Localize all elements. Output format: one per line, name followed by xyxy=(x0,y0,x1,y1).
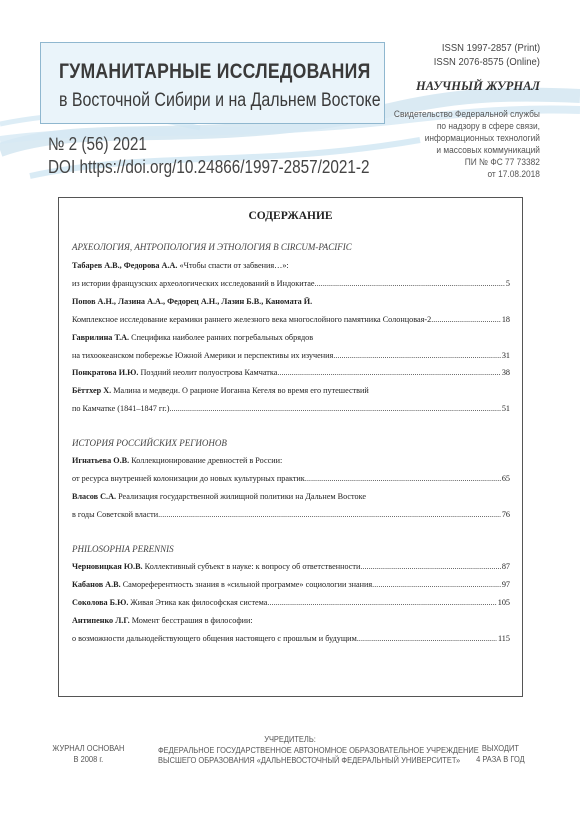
toc-entry[interactable] xyxy=(72,492,510,501)
toc-entry-line[interactable] xyxy=(72,510,510,519)
entry-authors: Гаврилина Т.А. xyxy=(72,333,130,342)
entry-page: 97 xyxy=(501,580,510,589)
entry-title: «Чтобы спасти от забвения…»: xyxy=(179,261,289,270)
entry-authors: Игнатьева О.В. xyxy=(72,456,130,465)
toc-entry-line[interactable] xyxy=(72,351,510,360)
entry-authors: Кабанов А.В. xyxy=(72,580,121,589)
entry-title: Поздний неолит полуострова Камчатка xyxy=(140,368,278,377)
entry-page: 76 xyxy=(501,510,510,519)
entry-title: Самореферентность знания в «сильной программе» социологии знания xyxy=(122,580,373,589)
entry-authors: Бёттхер Х. xyxy=(72,386,112,395)
toc-entry[interactable] xyxy=(72,580,510,589)
toc-entry-line[interactable] xyxy=(72,404,510,413)
entry-page: 31 xyxy=(501,351,510,360)
toc-entry-line[interactable] xyxy=(72,474,510,483)
entry-authors: Власов С.А. xyxy=(72,492,117,501)
entry-page: 5 xyxy=(505,279,510,288)
toc-heading: СОДЕРЖАНИЕ xyxy=(248,210,333,222)
founder-line: УЧРЕДИТЕЛЬ: xyxy=(264,734,316,744)
toc-entry[interactable] xyxy=(72,456,510,465)
certificate-line: и массовых коммуникаций xyxy=(436,145,540,156)
doi-link[interactable]: DOI https://doi.org/10.24866/1997-2857/2021-2 xyxy=(48,157,370,177)
entry-title: Реализация государственной жилищной политики на Дальнем Востоке xyxy=(118,492,366,501)
entry-authors: Понкратова И.Ю. xyxy=(72,368,139,377)
frequency-line: ВЫХОДИТ xyxy=(481,743,519,753)
entry-title: Комплексное исследование керамики раннего железного века многослойного памятника Солонцовая-2 xyxy=(72,315,432,324)
section-title: ИСТОРИЯ РОССИЙСКИХ РЕГИОНОВ xyxy=(72,438,227,448)
founder-line: ВЫСШЕГО ОБРАЗОВАНИЯ «ДАЛЬНЕВОСТОЧНЫЙ ФЕДЕРАЛЬНЫЙ УНИВЕРСИТЕТ» xyxy=(158,755,461,765)
issn-print: ISSN 1997-2857 (Print) xyxy=(441,42,540,54)
entry-title: Живая Этика как философская система xyxy=(130,598,268,607)
toc-entry[interactable] xyxy=(72,297,510,306)
entry-authors: Антипенко Л.Г. xyxy=(72,616,130,625)
toc-entry[interactable] xyxy=(72,261,510,270)
journal-title-box xyxy=(40,42,385,124)
entry-title: о возможности дальнодействующего общения настоящего с прошлым и будущим xyxy=(72,634,357,643)
certificate-line: Свидетельство Федеральной службы xyxy=(393,109,540,120)
section-title: АРХЕОЛОГИЯ, АНТРОПОЛОГИЯ И ЭТНОЛОГИЯ В CIRCUM-PACIFIC xyxy=(72,242,352,252)
founded-line: В 2008 г. xyxy=(73,753,104,764)
entry-page: 38 xyxy=(501,368,510,377)
journal-subtitle: в Восточной Сибири и на Дальнем Востоке xyxy=(59,90,381,111)
frequency-note xyxy=(461,743,540,764)
entry-title: Малина и медведи. О рационе Иоганна Кегеля во время его путешествий xyxy=(113,386,369,395)
entry-title: Момент бесстрашия в философии: xyxy=(131,616,253,625)
entry-title: из истории французских археологических исследований в Индокитае xyxy=(72,279,315,288)
issue-number: № 2 (56) 2021 xyxy=(48,134,147,154)
entry-title: от ресурса внутренней колонизации до новых культурных практик xyxy=(72,474,305,483)
toc-entry-line[interactable] xyxy=(72,279,510,288)
table-of-contents xyxy=(58,197,523,697)
entry-authors: Соколова Б.Ю. xyxy=(72,598,129,607)
entry-page: 65 xyxy=(501,474,510,483)
journal-title: ГУМАНИТАРНЫЕ ИССЛЕДОВАНИЯ xyxy=(59,59,371,83)
entry-title: Коллекционирование древностей в России: xyxy=(131,456,283,465)
toc-entry[interactable] xyxy=(72,386,510,395)
entry-page: 87 xyxy=(501,562,510,571)
founded-line: ЖУРНАЛ ОСНОВАН xyxy=(52,743,125,753)
journal-type: НАУЧНЫЙ ЖУРНАЛ xyxy=(415,79,540,93)
entry-authors: Черновицкая Ю.В. xyxy=(72,562,143,571)
certificate-line: по надзору в сфере связи, xyxy=(436,121,540,132)
frequency-line: 4 РАЗА В ГОД xyxy=(476,753,525,764)
entry-page: 51 xyxy=(501,404,510,413)
section-title: PHILOSOPHIA PERENNIS xyxy=(72,544,174,554)
toc-entry-line[interactable] xyxy=(72,315,510,324)
entry-title: по Камчатке (1841–1847 гг.) xyxy=(72,404,170,413)
entry-page: 105 xyxy=(497,598,510,607)
toc-entry[interactable] xyxy=(72,562,510,571)
registration-certificate xyxy=(394,109,540,181)
toc-entry[interactable] xyxy=(72,368,510,377)
certificate-line: информационных технологий xyxy=(424,133,540,144)
entry-title: Специфика наиболее ранних погребальных обрядов xyxy=(131,333,314,342)
entry-page: 18 xyxy=(501,315,510,324)
certificate-line: ПИ № ФС 77 73382 xyxy=(464,157,540,168)
toc-entry-line[interactable] xyxy=(72,634,510,643)
entry-title: Коллективный субъект в науке: к вопросу об ответственности xyxy=(144,562,361,571)
entry-authors: Попов А.Н., Лазина А.А., Федорец А.Н., Лазин Б.В., Канoмата Й. xyxy=(72,297,313,306)
toc-entry[interactable] xyxy=(72,598,510,607)
toc-entry[interactable] xyxy=(72,616,510,625)
entry-authors: Табарев А.В., Федорова А.А. xyxy=(72,261,178,270)
founder-line: ФЕДЕРАЛЬНОЕ ГОСУДАРСТВЕННОЕ АВТОНОМНОЕ ОБРАЗОВАТЕЛЬНОЕ УЧРЕЖДЕНИЕ xyxy=(158,744,479,755)
entry-title: в годы Советской власти xyxy=(72,510,159,519)
entry-page: 115 xyxy=(498,634,510,643)
issn-online: ISSN 2076-8575 (Online) xyxy=(433,56,540,68)
certificate-line: от 17.08.2018 xyxy=(487,169,540,180)
founded-note xyxy=(40,743,137,764)
toc-entry[interactable] xyxy=(72,333,510,342)
founder-note xyxy=(158,734,479,766)
entry-title: на тихоокеанском побережье Южной Америки и перспективы их изучения xyxy=(72,351,334,360)
